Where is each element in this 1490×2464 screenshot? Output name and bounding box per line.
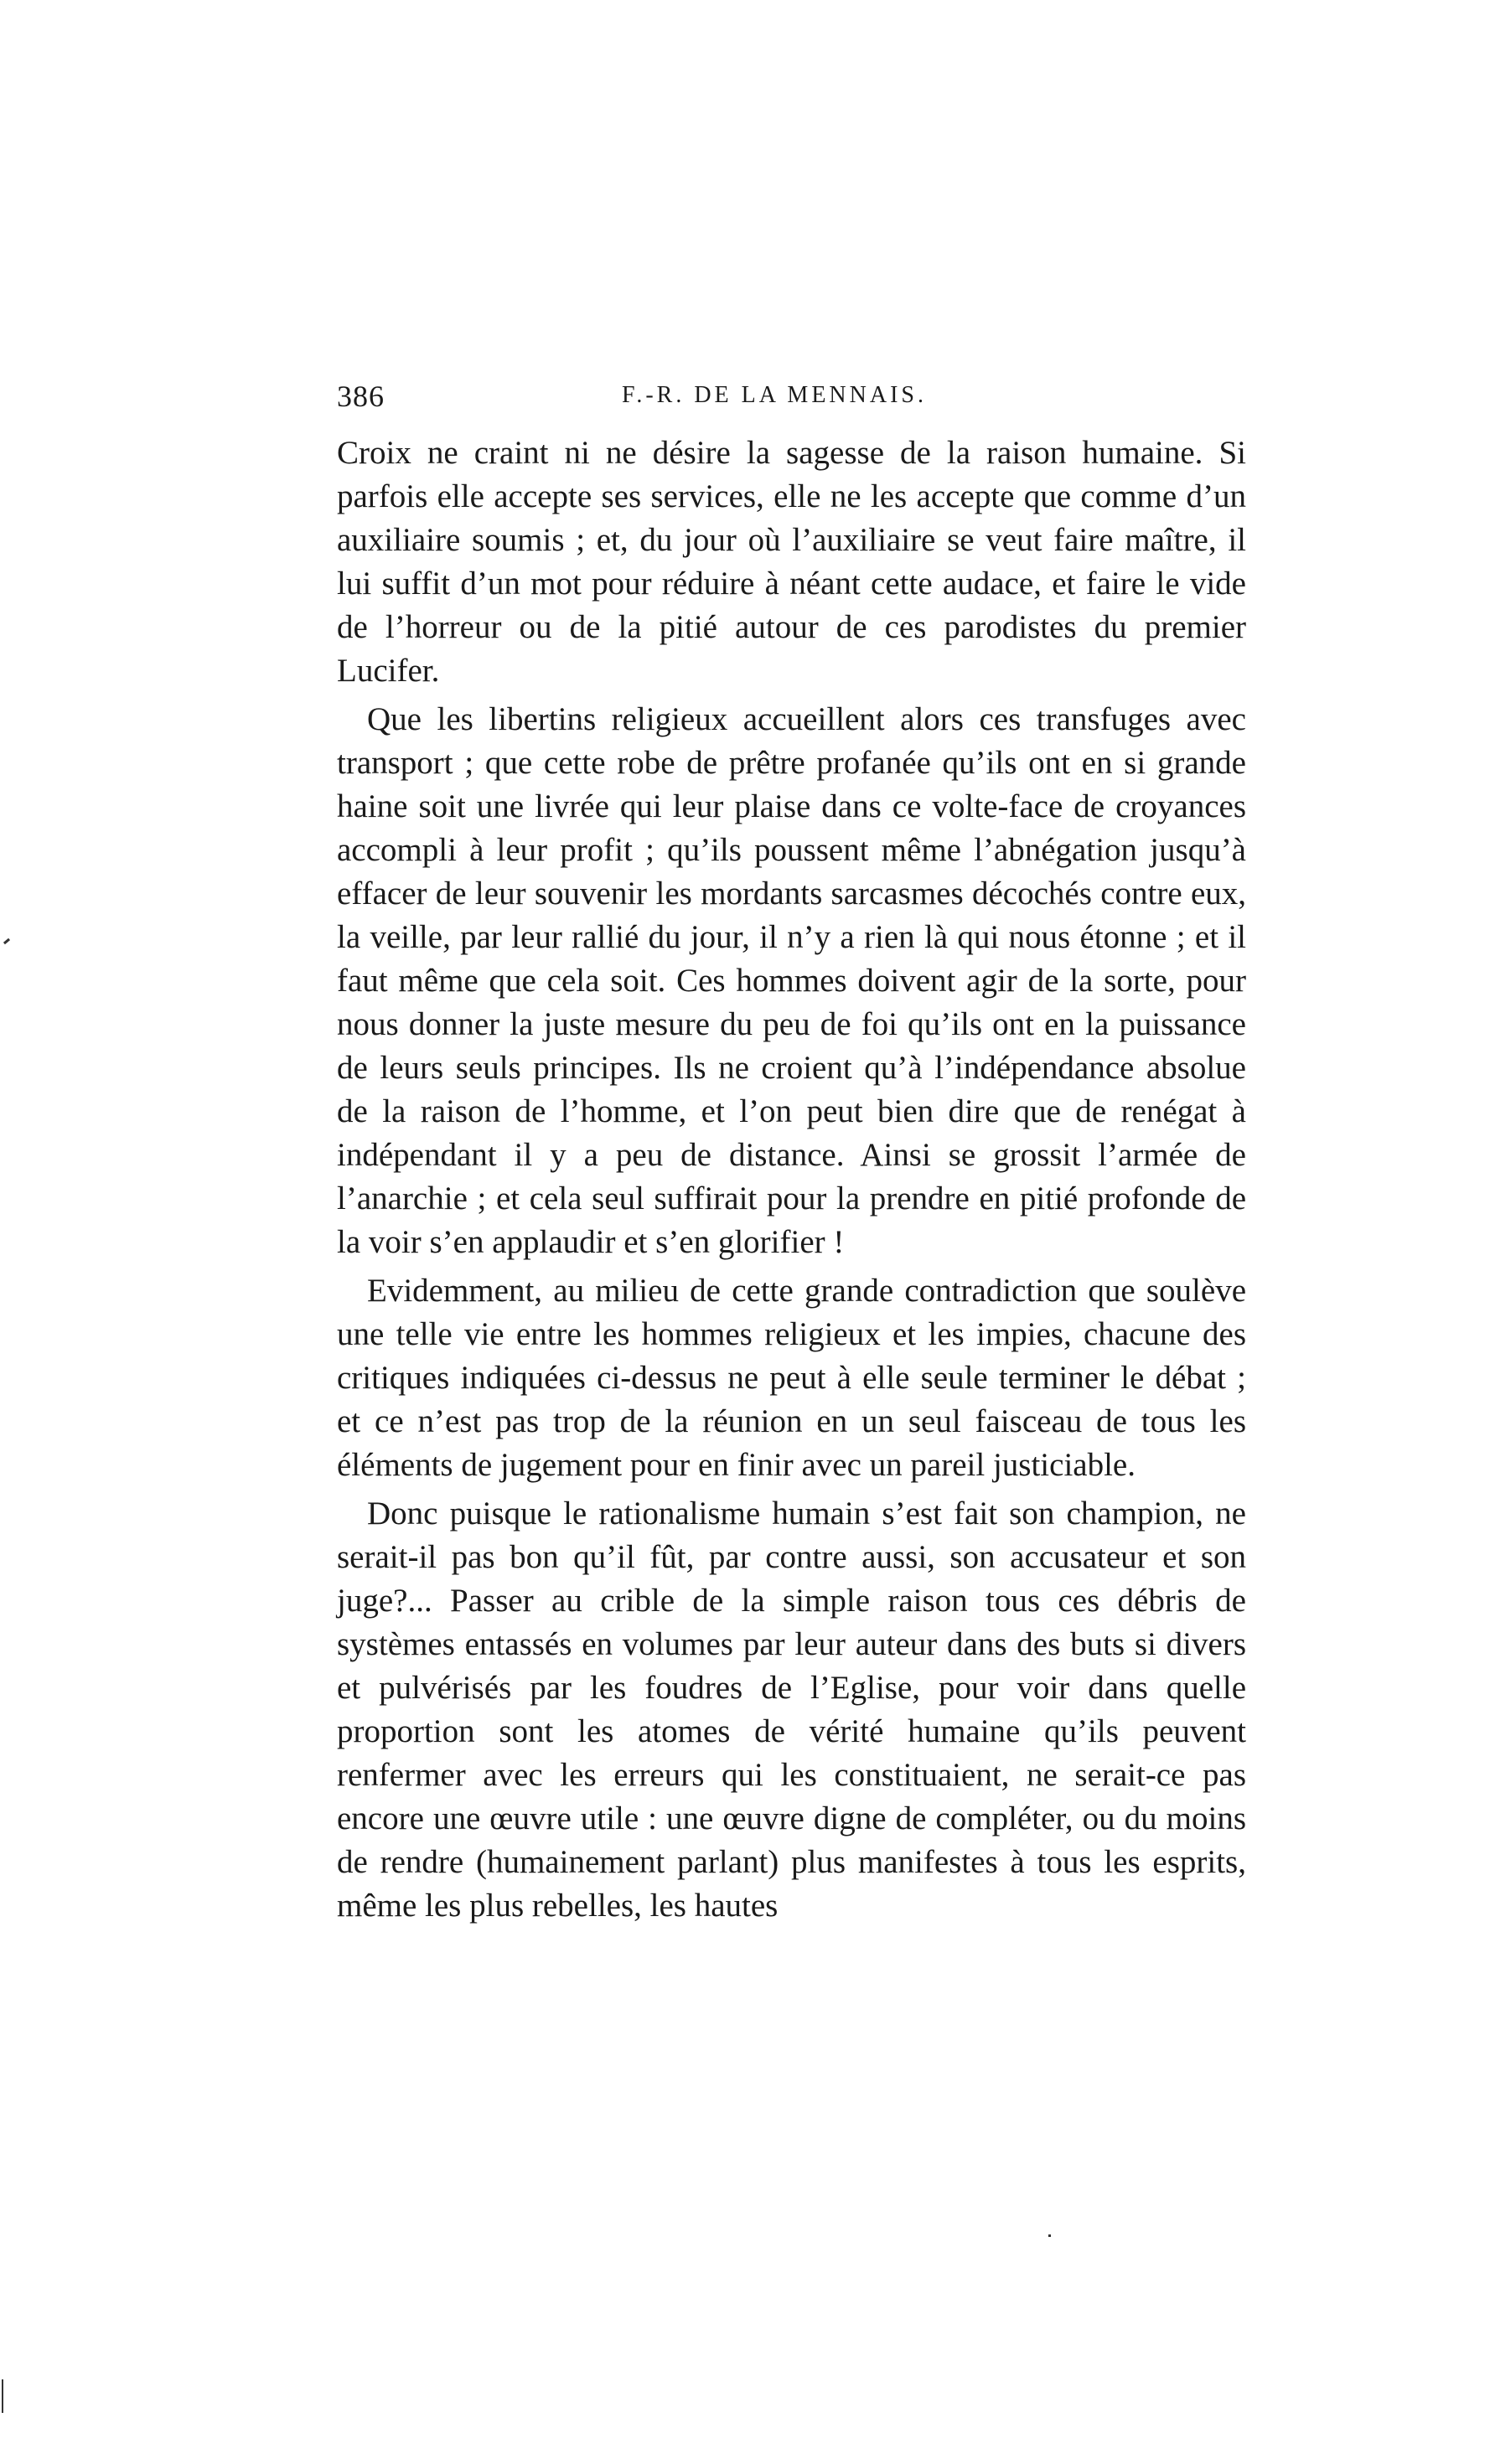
scan-mark-margin	[2, 2379, 3, 2413]
paragraph-2: Que les libertins religieux accueillent alors ces transfuges avec transport ; que cette robe de prêtre profanée qu’ils ont en si grande haine soit une livrée qui leur plaise dans ce volte-face de croyances accompli à leur profit ; qu’ils poussent même l’abnégation jusqu’à effacer de leur souvenir les mordants sarcasmes décochés contre eux, la veille, par leur rallié du jour, il n’y a rien là qui nous étonne ; et il faut même que cela soit. Ces hommes doivent agir de la sorte, pour nous donner la juste mesure du peu de foi qu’ils ont en la puissance de leurs seuls principes. Ils ne croient qu’à l’indépendance absolue de la raison de l’homme, et l’on peut bien dire que de renégat à indépendant il y a peu de distance. Ainsi se grossit l’armée de l’anarchie ; et cela seul suffirait pour la prendre en pitié profonde de la voir s’en applaudir et s’en glorifier !	[337, 701, 1246, 1260]
body-text	[337, 431, 1246, 1933]
page-header	[337, 379, 1242, 421]
paragraph-4: Donc puisque le rationalisme humain s’est fait son champion, ne serait-il pas bon qu’il fût, par contre aussi, son accusateur et son juge?... Passer au crible de la simple raison tous ces débris de systèmes entassés en volumes par leur auteur dans des buts si divers et pulvérisés par les foudres de l’Eglise, pour voir dans quelle proportion sont les atomes de vérité humaine qu’ils peuvent renfermer avec les erreurs qui les constituaient, ne serait-ce pas encore une œuvre utile : une œuvre digne de compléter, ou du moins de rendre (humainement parlant) plus manifestes à tous les esprits, même les plus rebelles, les hautes	[337, 1495, 1246, 1924]
scan-dot	[1048, 2234, 1051, 2237]
page-number: 386	[337, 380, 385, 413]
scan-mark-left	[3, 938, 10, 944]
paragraph-3: Evidemment, au milieu de cette grande contradiction que soulève une telle vie entre les hommes religieux et les impies, chacune des critiques indiquées ci-dessus ne peut à elle seule terminer le débat ; et ce n’est pas trop de la réunion en un seul faisceau de tous les éléments de jugement pour en finir avec un pareil justiciable.	[337, 1273, 1246, 1483]
paragraph-1: Croix ne craint ni ne désire la sagesse de la raison humaine. Si parfois elle accepte ses services, elle ne les accepte que comme d’un auxiliaire soumis ; et, du jour où l’auxiliaire se veut faire maître, il lui suffit d’un mot pour réduire à néant cette audace, et faire le vide de l’horreur ou de la pitié autour de ces parodistes du premier Lucifer.	[337, 435, 1246, 689]
running-head: F.-R. DE LA MENNAIS.	[622, 382, 927, 408]
